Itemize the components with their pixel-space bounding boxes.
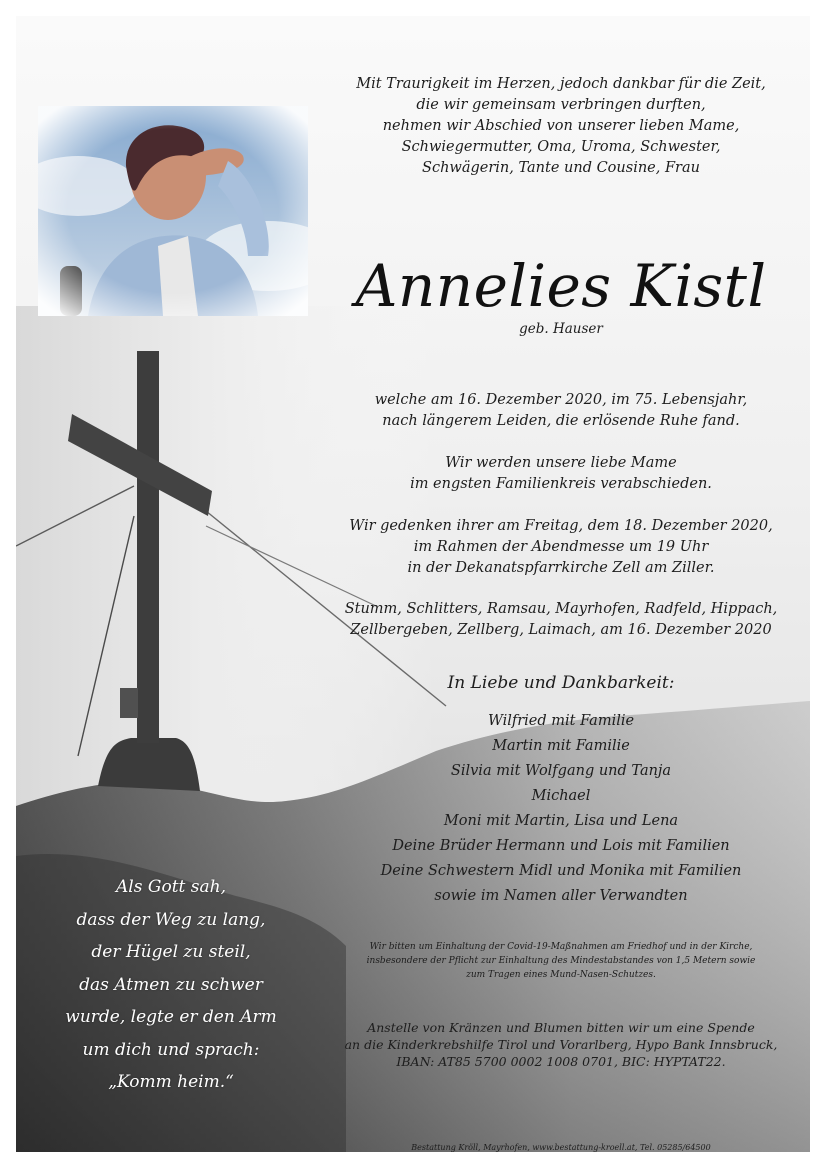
farewell-line: im engsten Familienkreis verabschieden. xyxy=(410,476,712,492)
mass-line: im Rahmen der Abendmesse um 19 Uhr xyxy=(413,539,709,555)
parte-card xyxy=(16,16,810,1152)
intro-line: nehmen wir Abschied von unserer lieben Mame, xyxy=(382,118,740,134)
covid-notice xyxy=(321,940,801,982)
places-line: Stumm, Schlitters, Ramsau, Mayrhofen, Radfeld, Hippach, xyxy=(344,601,778,617)
deceased-name: Annelies Kistl xyxy=(355,252,767,320)
farewell-line: Wir werden unsere liebe Mame xyxy=(445,455,677,471)
family-item: Michael xyxy=(531,788,591,804)
portrait-photo xyxy=(38,106,308,316)
covid-line: Wir bitten um Einhaltung der Covid-19-Maßnahmen am Friedhof und in der Kirche, xyxy=(369,942,753,952)
intro-line: Schwägerin, Tante und Cousine, Frau xyxy=(422,160,700,176)
donation-text xyxy=(321,1019,801,1070)
family-list xyxy=(321,709,801,909)
passing-line: welche am 16. Dezember 2020, im 75. Lebensjahr, xyxy=(374,392,748,408)
cross-post xyxy=(137,351,159,743)
mass-text xyxy=(321,516,801,579)
poem-line: der Hügel zu steil, xyxy=(91,942,251,962)
covid-line: insbesondere der Pflicht zur Einhaltung des Mindestabstandes von 1,5 Metern sowie xyxy=(366,956,756,966)
donation-line: IBAN: AT85 5700 0002 1008 0701, BIC: HYPTAT22. xyxy=(396,1054,726,1069)
family-item: Moni mit Martin, Lisa und Lena xyxy=(443,813,679,829)
poem-line: „Komm heim.“ xyxy=(108,1072,234,1092)
covid-line: zum Tragen eines Mund-Nasen-Schutzes. xyxy=(466,970,656,980)
family-item: Deine Brüder Hermann und Lois mit Familien xyxy=(392,838,730,854)
intro-line: die wir gemeinsam verbringen durften, xyxy=(416,97,706,113)
intro-line: Mit Traurigkeit im Herzen, jedoch dankbar für die Zeit, xyxy=(356,76,766,92)
birth-name: geb. Hauser xyxy=(519,321,603,337)
farewell-text xyxy=(321,453,801,495)
places-line: Zellbergeben, Zellberg, Laimach, am 16. Dezember 2020 xyxy=(350,622,772,638)
funeral-home-footer: Bestattung Kröll, Mayrhofen, www.bestattung-kroell.at, Tel. 05285/64500 xyxy=(411,1143,711,1152)
family-item: sowie im Namen aller Verwandten xyxy=(434,888,688,904)
mass-line: in der Dekanatspfarrkirche Zell am Ziller. xyxy=(407,560,715,576)
family-item: Deine Schwestern Midl und Monika mit Familien xyxy=(380,863,742,879)
poem-line: dass der Weg zu lang, xyxy=(76,909,266,930)
mass-line: Wir gedenken ihrer am Freitag, dem 18. Dezember 2020, xyxy=(349,518,773,534)
family-item: Wilfried mit Familie xyxy=(487,713,635,729)
intro-text xyxy=(321,74,801,179)
poem-line: um dich und sprach: xyxy=(82,1039,260,1060)
passing-line: nach längerem Leiden, die erlösende Ruhe fand. xyxy=(382,413,740,429)
intro-line: Schwiegermutter, Oma, Uroma, Schwester, xyxy=(401,139,721,155)
poem-line: Als Gott sah, xyxy=(116,877,226,897)
places-text xyxy=(321,599,801,641)
poem-line: das Atmen zu schwer xyxy=(79,974,263,995)
cross-plaque xyxy=(120,688,138,718)
poem-line: wurde, legte er den Arm xyxy=(65,1007,277,1027)
donation-line: Anstelle von Kränzen und Blumen bitten wir um eine Spende xyxy=(367,1020,755,1035)
poem xyxy=(46,871,296,1099)
family-item: Martin mit Familie xyxy=(492,738,630,754)
passing-text xyxy=(321,390,801,432)
gratitude-heading: In Liebe und Dankbarkeit: xyxy=(447,673,675,693)
family-item: Silvia mit Wolfgang und Tanja xyxy=(450,763,672,779)
donation-line: an die Kinderkrebshilfe Tirol und Vorarlberg, Hypo Bank Innsbruck, xyxy=(344,1037,778,1052)
